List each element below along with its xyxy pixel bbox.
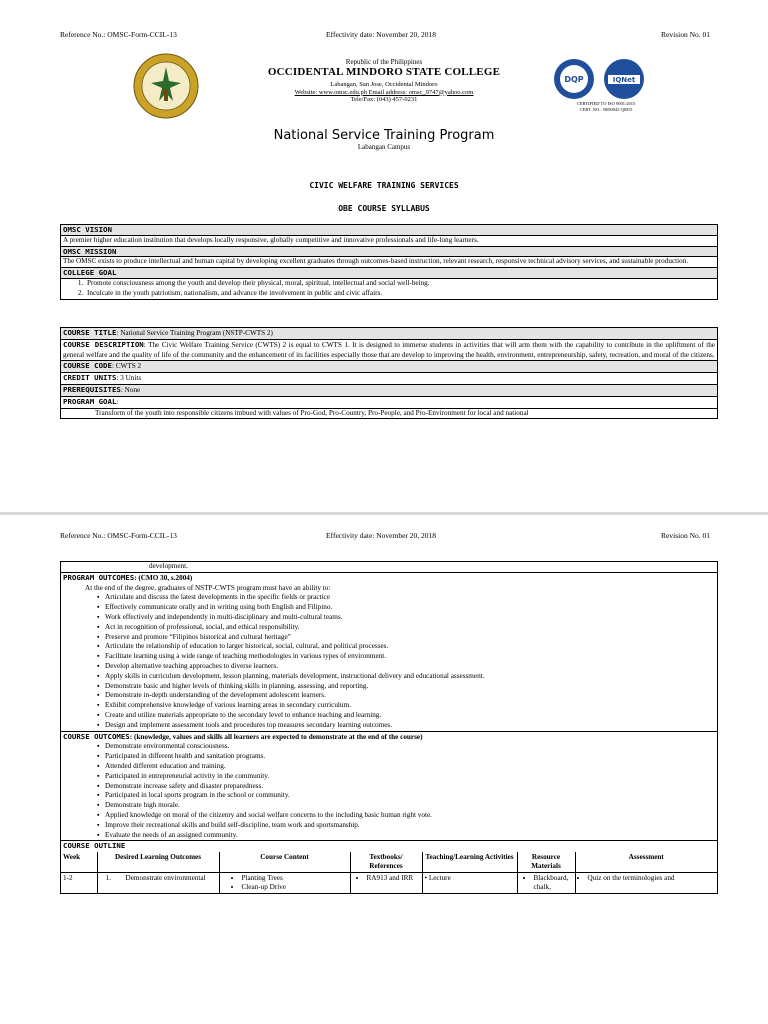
cert-line-iso: CERTIFIED TO ISO 9001:2015: [576, 101, 636, 106]
list-item: ▪ Participated in local sports program in the school or community.: [97, 791, 715, 801]
campus-name: Labangan Campus: [357, 143, 411, 151]
list-item: ▪ Demonstrate in-depth understanding of the development adolescent learners.: [97, 691, 715, 701]
mission-text: The OMSC exists to produce intellectual and human capital by developing excellent graduates through outcomes-based instruction, relevant research, responsive technical advisory services, and sustainable production.: [61, 256, 717, 267]
vision-heading: OMSC VISION: [61, 225, 717, 235]
course-description-value: : The Civic Welfare Training Service (CWTS) 2 is equal to CWTS 1. It is designed to immerse students in activities that will arm them with the capability to contribute in the upliftment of the general welfare and the quality of life of the community and the enhancement of its facilities especially those that are develop to improving the health, environment, entrepreneurship, safety, recreation, and moral of the citizens.: [63, 340, 715, 359]
program-outcomes-intro: At the end of the degree, graduates of NSTP-CWTS program must have an ability to:: [85, 583, 331, 592]
program-outcomes-list: [63, 593, 715, 730]
course-outcomes-section: [61, 731, 717, 841]
course-description-label: COURSE DESCRIPTION: [63, 339, 144, 349]
credit-units-value: : 3 Units: [116, 374, 142, 383]
table-row: [61, 873, 717, 894]
column-header-references: Textbooks/ References: [350, 852, 422, 873]
list-item: ▪ Design and implement assessment tools and procedures top measures secondary learning outcomes.: [97, 721, 715, 731]
prerequisites-value: : None: [120, 385, 141, 394]
list-item: ▪ Articulate the relationship of education to larger historical, social, cultural, and political processes.: [97, 642, 715, 652]
republic-line: Republic of the Philippines: [345, 58, 423, 66]
credit-units-row: [61, 372, 717, 384]
list-item: ▪ Demonstrate high morale.: [97, 801, 715, 811]
prerequisites-label: PREREQUISITES: [63, 384, 121, 394]
college-goal-list: [61, 278, 717, 299]
list-item: ▪ Demonstrate basic and higher levels of thinking skills in planning, assessing, and reporting.: [97, 682, 715, 692]
list-item: ▪ Effectively communicate orally and in writing using both English and Filipino.: [97, 603, 715, 613]
revision-number: Revision No. 01: [661, 531, 710, 540]
outcome-text: Demonstrate environmental: [125, 874, 206, 883]
list-item: ▪ Improve their recreational skills and build self-discipline, team work and sportsmanship.: [97, 821, 715, 831]
list-item: ▪ Participated in different health and sanitation programs.: [97, 752, 715, 762]
program-goal-colon: :: [116, 397, 119, 406]
course-outline-heading: COURSE OUTLINE: [63, 841, 126, 851]
cell-materials: [517, 873, 575, 894]
column-header-outcomes: Desired Learning Outcomes: [97, 852, 219, 873]
dqp-logo-text: DQP: [564, 75, 584, 84]
syllabus-page-2: [0, 515, 768, 1024]
college-goal-heading: COLLEGE GOAL: [61, 267, 717, 278]
outcome-number: 1.: [105, 874, 111, 883]
course-outline-header-row: [61, 852, 717, 873]
reference-number: Reference No.: OMSC-Form-CCIL-13: [60, 30, 177, 39]
college-goal-item: 2. Inculcate in the youth patriotism, nationalism, and advance the involvement in public and civic affairs.: [85, 289, 715, 299]
college-address: Labangan, San Jose, Occidental Mindoro: [330, 81, 438, 88]
effectivity-date: Effectivity date: November 20, 2018: [326, 30, 437, 39]
list-item: ▪ Evaluate the needs of an assigned community.: [97, 831, 715, 841]
course-title-label: COURSE TITLE: [63, 328, 117, 337]
list-item: ▪ Demonstrate increase safety and disaster preparedness.: [97, 782, 715, 792]
content-item: • Clean-up Drive: [242, 883, 348, 892]
college-name: OCCIDENTAL MINDORO STATE COLLEGE: [267, 66, 501, 78]
program-goal-text: Transform of the youth into responsible citizens imbued with values of Pro-God, Pro-Country, Pro-People, and Pro-Environment for local and national: [61, 408, 717, 419]
cell-content: [219, 873, 350, 894]
cell-outcome: [97, 873, 219, 894]
course-title-value: : National Service Training Program (NSTP-CWTS 2): [116, 329, 273, 337]
course-outline-heading-row: [61, 840, 717, 852]
list-item: ▪ Facilitate learning using a wide range of teaching methodologies in various types of environment.: [97, 652, 715, 662]
program-outcomes-heading: PROGRAM OUTCOMES: [63, 572, 135, 582]
course-code-label: COURSE CODE: [63, 361, 112, 371]
program-outcomes-section: [61, 572, 717, 731]
program-goal-label-row: [61, 396, 717, 408]
course-code-value: : CWTS 2: [111, 362, 142, 371]
program-outcomes-reference: : (CMO 30, s.2004): [134, 573, 193, 582]
page-header: [60, 30, 710, 42]
cwts-heading: CIVIC WELFARE TRAINING SERVICES: [309, 181, 459, 190]
course-outcomes-heading: COURSE OUTCOMES: [63, 731, 130, 741]
course-outcomes-list: [63, 742, 715, 840]
list-item: ▪ Develop alternative teaching approaches to diverse learners.: [97, 662, 715, 672]
list-item: ▪ Applied knowledge on moral of the citizenry and social welfare concerns to the including basic human right vote.: [97, 811, 715, 821]
content-item: • Planting Trees: [242, 874, 348, 883]
column-header-assessment: Assessment: [575, 852, 717, 873]
list-item: ▪ Articulate and discuss the latest developments in the specific fields or practice: [97, 593, 715, 603]
program-goal-label: PROGRAM GOAL: [63, 396, 117, 406]
list-item: ▪ Participated in entrepreneurial activity in the community.: [97, 772, 715, 782]
vision-mission-goal-table: [60, 224, 718, 300]
assessment-item: • Quiz on the terminologies and: [588, 874, 716, 883]
syllabus-heading: OBE COURSE SYLLABUS: [338, 204, 430, 213]
course-info-table: [60, 327, 718, 419]
material-item: • Blackboard, chalk,: [534, 874, 573, 892]
prerequisites-row: [61, 384, 717, 396]
effectivity-date: Effectivity date: November 20, 2018: [326, 531, 437, 540]
column-header-materials: Resource Materials: [517, 852, 575, 873]
list-item: ▪ Attended different education and training.: [97, 762, 715, 772]
column-header-week: Week: [61, 852, 97, 873]
list-item: ▪ Preserve and promote “Filipinos historical and cultural heritage”: [97, 633, 715, 643]
program-title: National Service Training Program: [273, 128, 495, 143]
iqnet-logo-text: IQNet: [612, 76, 636, 84]
course-description-row: [61, 339, 717, 361]
outcomes-table: [60, 561, 718, 894]
list-item: ▪ Create and utilize materials appropriate to the secondary level to enhance teaching and learning.: [97, 711, 715, 721]
cell-week: 1-2: [61, 873, 97, 894]
cell-assessment: [575, 873, 717, 894]
college-address-block: [0, 81, 768, 104]
cert-line-number: CERT. NO.: 58D0043 QM15: [579, 107, 633, 112]
credit-units-label: CREDIT UNITS: [63, 373, 117, 383]
list-item: ▪ Work effectively and independently in multi-disciplinary and multi-cultural teams.: [97, 613, 715, 623]
program-goal-continued: development.: [149, 562, 188, 570]
course-title-row: [61, 328, 717, 339]
column-header-content: Course Content: [219, 852, 350, 873]
course-outcomes-description: : (knowledge, values and skills all learners are expected to demonstrate at the end of the course): [129, 732, 423, 741]
revision-number: Revision No. 01: [661, 30, 710, 39]
mission-heading: OMSC MISSION: [61, 246, 717, 257]
column-header-activities: Teaching/Learning Activities: [422, 852, 517, 873]
reference-item: • RA913 and IRR: [367, 874, 420, 883]
list-item: ▪ Demonstrate environmental consciousness.: [97, 742, 715, 752]
college-goal-item: 1. Promote consciousness among the youth and develop their physical, moral, spiritual, intellectual and social well-being.: [85, 279, 715, 289]
list-item: ▪ Exhibit comprehensive knowledge of various learning areas in secondary curriculum.: [97, 701, 715, 711]
course-outline-table: [61, 852, 717, 894]
college-website: Website: www.omsc.edu.ph Email address: omsc_9747@yahoo.com: [294, 88, 474, 96]
page-header: [60, 531, 710, 543]
cell-references: [350, 873, 422, 894]
vision-text: A premier higher education institution that develops locally responsive, globally competitive and innovative professionals and life-long learners.: [61, 235, 717, 246]
list-item: ▪ Apply skills in curriculum development, lesson planning, materials development, instructional delivery and educational assessment.: [97, 672, 715, 682]
cell-activities: • Lecture: [422, 873, 517, 894]
reference-number: Reference No.: OMSC-Form-CCIL-13: [60, 531, 177, 540]
list-item: ▪ Act in recognition of professional, social, and ethical responsibility.: [97, 623, 715, 633]
college-telfax: Tele/Fax: (043) 457-0231: [350, 96, 418, 103]
course-code-row: [61, 360, 717, 372]
